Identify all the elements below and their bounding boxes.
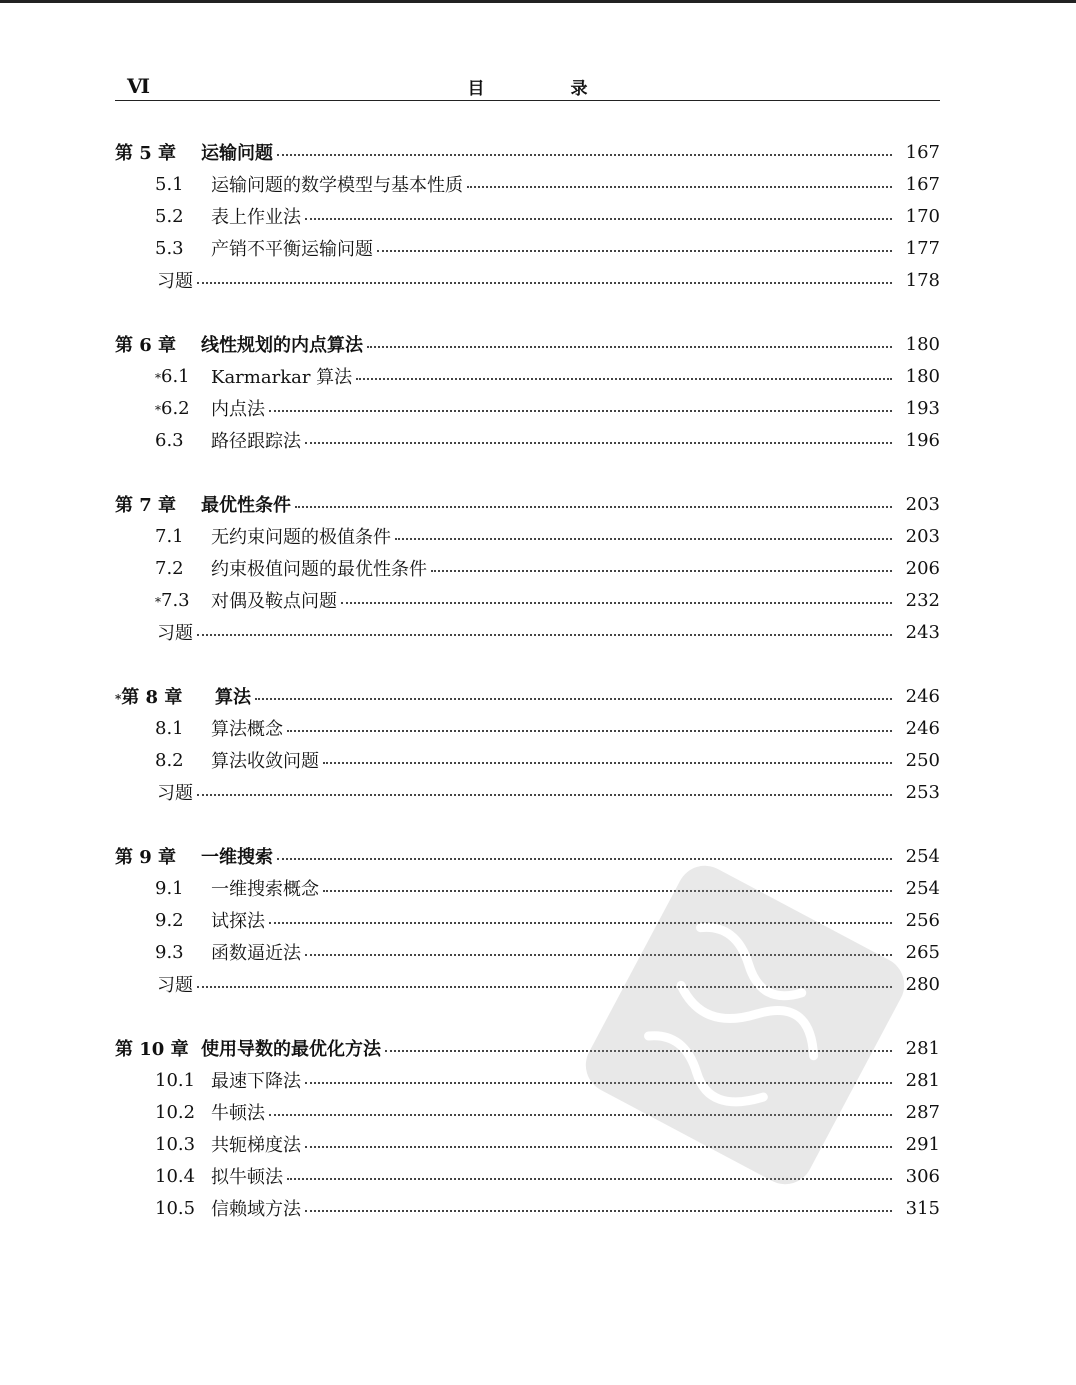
entry-number-text: 8.1 [155, 717, 184, 739]
dot-leader [197, 282, 892, 284]
toc-page-number: 180 [905, 365, 940, 387]
toc-entry-number [115, 206, 211, 227]
toc-exercise-row [115, 616, 940, 648]
toc-entry-title: 使用导数的最优化方法 [201, 1039, 381, 1060]
entry-number-text: 7.1 [155, 525, 184, 547]
toc-page-number: 180 [905, 333, 940, 355]
toc-entry-title: 内点法 [211, 399, 265, 420]
dot-leader [356, 378, 892, 380]
toc-entry-title: 算法收敛问题 [211, 751, 319, 772]
dot-leader [323, 762, 892, 764]
entry-number-text: 8.2 [155, 749, 184, 771]
toc-entry-number [115, 878, 211, 899]
toc-exercise-row [115, 264, 940, 296]
entry-number-text: 5.1 [155, 173, 184, 195]
toc-page-number: 291 [905, 1133, 940, 1155]
dot-leader [305, 1210, 892, 1212]
toc-entry-title: 算法概念 [211, 719, 283, 740]
dot-leader [269, 410, 892, 412]
toc-entry-number [115, 1035, 201, 1061]
toc-page-number: 250 [905, 749, 940, 771]
dot-leader [277, 154, 892, 156]
optional-mark: * [155, 402, 161, 417]
toc-entry-number [115, 331, 201, 357]
entry-number-text: 9.1 [155, 877, 184, 899]
entry-number-text: 10.4 [155, 1165, 196, 1187]
toc-chapter-row [115, 488, 940, 520]
toc-exercise-row [115, 776, 940, 808]
toc-section-row [115, 200, 940, 232]
toc-entry-number [115, 910, 211, 931]
running-title: 目 录 [467, 79, 628, 99]
toc-entry-number [115, 526, 211, 547]
toc-section-row [115, 168, 940, 200]
toc-entry-number [115, 590, 211, 611]
entry-number-text: 10.2 [155, 1101, 196, 1123]
toc-page-number: 203 [905, 493, 940, 515]
toc-page-number: 256 [905, 909, 940, 931]
toc-section-row [115, 1192, 940, 1224]
entry-number-text: 10.1 [155, 1069, 196, 1091]
dot-leader [395, 538, 892, 540]
dot-leader [341, 602, 892, 604]
dot-leader [467, 186, 892, 188]
page-number: Ⅵ [127, 74, 150, 98]
toc-entry-title: 习题 [157, 975, 193, 996]
entry-number-text: 第 8 章 [121, 687, 183, 708]
dot-leader [287, 730, 892, 732]
toc-page-number: 281 [905, 1069, 940, 1091]
toc-page-number: 281 [905, 1037, 940, 1059]
toc-entry-title: 产销不平衡运输问题 [211, 239, 373, 260]
toc-entry-title: 路径跟踪法 [211, 431, 301, 452]
toc-page-number: 253 [905, 781, 940, 803]
toc-entry-number [115, 718, 211, 739]
toc-entry-title: 函数逼近法 [211, 943, 301, 964]
library-seal-stamp-icon [580, 860, 910, 1190]
toc-page-number: 206 [905, 557, 940, 579]
toc-entry-title: 最速下降法 [211, 1071, 301, 1092]
dot-leader [377, 250, 892, 252]
toc-entry-title: 运输问题 [201, 143, 273, 164]
toc-page-number: 287 [905, 1101, 940, 1123]
toc-entry-title: 一维搜索概念 [211, 879, 319, 900]
toc-entry-title: 信赖域方法 [211, 1199, 301, 1220]
toc-chapter-row [115, 680, 940, 712]
entry-number-text: 10.3 [155, 1133, 196, 1155]
toc-entry-number [115, 1070, 211, 1091]
entry-number-text: 6.1 [161, 365, 190, 387]
dot-leader [305, 218, 892, 220]
toc-entry-number [115, 174, 211, 195]
toc-entry-title: 对偶及鞍点问题 [211, 591, 337, 612]
dot-leader [197, 794, 892, 796]
toc-entry-number [115, 398, 211, 419]
toc-entry-title: 线性规划的内点算法 [201, 335, 363, 356]
entry-number-text: 7.3 [161, 589, 190, 611]
toc-entry-title: 习题 [157, 623, 193, 644]
entry-number-text: 6.3 [155, 429, 184, 451]
dot-leader [367, 346, 892, 348]
toc-entry-title: 约束极值问题的最优性条件 [211, 559, 427, 580]
toc-entry-number [115, 430, 211, 451]
toc-page-number: 254 [905, 845, 940, 867]
toc-section-row [115, 712, 940, 744]
toc-entry-number [115, 942, 211, 963]
toc-entry-number [115, 558, 211, 579]
toc-entry-number [115, 1102, 211, 1123]
optional-mark: * [155, 594, 161, 609]
toc-page-number: 178 [905, 269, 940, 291]
toc-entry-number [115, 1198, 211, 1219]
entry-number-text: 第 10 章 [115, 1039, 189, 1060]
toc-section-row [115, 392, 940, 424]
toc-section-row [115, 744, 940, 776]
toc-section-row [115, 360, 940, 392]
toc-entry-title: 拟牛顿法 [211, 1167, 283, 1188]
toc-entry-number [115, 843, 201, 869]
entry-number-text: 第 6 章 [115, 335, 177, 356]
entry-number-text: 5.2 [155, 205, 184, 227]
dot-leader [255, 698, 892, 700]
dot-leader [295, 506, 892, 508]
toc-entry-number [115, 139, 201, 165]
toc-page-number: 254 [905, 877, 940, 899]
toc-page-number: 196 [905, 429, 940, 451]
toc-chapter-row [115, 328, 940, 360]
toc-section-row [115, 552, 940, 584]
dot-leader [197, 634, 892, 636]
toc-entry-number [115, 683, 201, 709]
toc-page-number: 177 [905, 237, 940, 259]
toc-page-number: 246 [905, 717, 940, 739]
entry-number-text: 第 9 章 [115, 847, 177, 868]
toc-page-number: 306 [905, 1165, 940, 1187]
toc-entry-number [115, 750, 211, 771]
toc-entry-title: 运输问题的数学模型与基本性质 [211, 175, 463, 196]
toc-page-number: 265 [905, 941, 940, 963]
entry-number-text: 第 5 章 [115, 143, 177, 164]
toc-entry-title: 试探法 [211, 911, 265, 932]
toc-page-number: 170 [905, 205, 940, 227]
toc-page-number: 280 [905, 973, 940, 995]
toc-page-number: 315 [905, 1197, 940, 1219]
toc-section-row [115, 232, 940, 264]
toc-page-number: 203 [905, 525, 940, 547]
entry-number-text: 第 7 章 [115, 495, 177, 516]
entry-number-text: 10.5 [155, 1197, 196, 1219]
entry-number-text: 9.3 [155, 941, 184, 963]
entry-number-text: 6.2 [161, 397, 190, 419]
toc-section-row [115, 584, 940, 616]
toc-page-number: 193 [905, 397, 940, 419]
toc-entry-title: 算法 [215, 687, 251, 708]
entry-number-text: 5.3 [155, 237, 184, 259]
toc-entry-title: 习题 [157, 783, 193, 804]
toc-entry-title: 共轭梯度法 [211, 1135, 301, 1156]
toc-entry-title: 最优性条件 [201, 495, 291, 516]
toc-entry-title: 习题 [157, 271, 193, 292]
toc-page-number: 167 [905, 173, 940, 195]
toc-section-row [115, 424, 940, 456]
toc-entry-title: 表上作业法 [211, 207, 301, 228]
toc-entry-title: Karmarkar 算法 [211, 367, 353, 388]
optional-mark: * [155, 370, 161, 385]
toc-page-number: 232 [905, 589, 940, 611]
optional-mark: * [115, 692, 122, 706]
toc-chapter-row [115, 136, 940, 168]
toc-entry-title: 一维搜索 [201, 847, 273, 868]
toc-page-number: 246 [905, 685, 940, 707]
toc-section-row [115, 520, 940, 552]
toc-entry-title: 牛顿法 [211, 1103, 265, 1124]
dot-leader [431, 570, 892, 572]
entry-number-text: 7.2 [155, 557, 184, 579]
toc-entry-number [115, 1166, 211, 1187]
toc-entry-number [115, 238, 211, 259]
toc-page-number: 167 [905, 141, 940, 163]
toc-entry-number [115, 366, 211, 387]
dot-leader [305, 442, 892, 444]
toc-entry-number [115, 491, 201, 517]
entry-number-text: 9.2 [155, 909, 184, 931]
toc-entry-title: 无约束问题的极值条件 [211, 527, 391, 548]
toc-page-number: 243 [905, 621, 940, 643]
toc-entry-number [115, 1134, 211, 1155]
